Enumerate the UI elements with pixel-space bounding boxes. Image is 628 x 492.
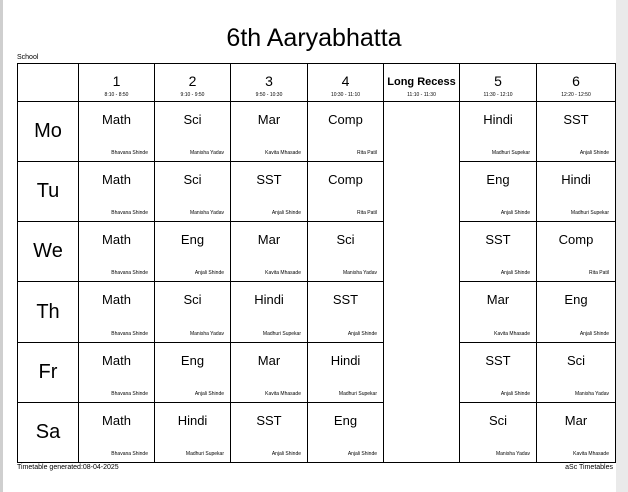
lesson-cell[interactable] [155, 282, 231, 342]
lesson-cell[interactable] [537, 342, 616, 402]
teacher-name: Manisha Yadav [574, 390, 609, 397]
teacher-name: Madhuri Supekar [491, 150, 530, 157]
subject-label: Math [102, 352, 131, 368]
subject-label: Sci [183, 112, 202, 127]
teacher-name: Anjali Shinde [194, 390, 224, 397]
left-window-edge [0, 0, 3, 492]
subject-label: Sci [183, 172, 202, 188]
teacher-name: Anjali Shinde [579, 150, 609, 157]
period-header [79, 64, 155, 102]
timetable-grid [17, 63, 616, 463]
day-row [18, 102, 616, 162]
subject-label: SST [485, 352, 511, 368]
lesson-cell[interactable] [308, 402, 384, 462]
subject-label: Sci [183, 292, 202, 308]
page-title: 6th Aaryabhatta [226, 24, 402, 52]
teacher-name: Madhuri Supekar [338, 390, 377, 397]
subject-label: SST [332, 292, 359, 308]
teacher-name: Rita Patil [356, 210, 377, 217]
subject-label: Hindi [330, 352, 361, 368]
day-label: Mo [18, 102, 79, 162]
lesson-cell[interactable] [460, 162, 537, 222]
lesson-cell[interactable] [460, 222, 537, 282]
lesson-cell[interactable] [231, 342, 308, 402]
lesson-cell[interactable] [460, 402, 537, 462]
period-number: 6 [572, 73, 580, 89]
period-number: 1 [112, 73, 121, 89]
subject-label: Comp [328, 172, 363, 188]
lesson-cell[interactable] [231, 282, 308, 342]
lesson-cell[interactable] [308, 162, 384, 222]
subject-label: Math [102, 172, 131, 188]
subject-label: Eng [333, 412, 358, 428]
period-header [537, 64, 616, 102]
subject-label: Eng [180, 232, 205, 248]
teacher-name: Anjali Shinde [271, 451, 301, 457]
lesson-cell[interactable] [79, 342, 155, 402]
teacher-name: Bhavana Shinde [111, 270, 148, 277]
subject-label: Mar [564, 412, 588, 428]
teacher-name: Bhavana Shinde [111, 451, 148, 457]
period-header [155, 64, 231, 102]
lesson-cell[interactable] [308, 222, 384, 282]
lesson-cell[interactable] [308, 282, 384, 342]
day-row [18, 222, 616, 282]
teacher-name: Rita Patil [356, 150, 377, 157]
lesson-cell[interactable] [155, 342, 231, 402]
teacher-name: Madhuri Supekar [570, 210, 609, 217]
subject-label: SST [563, 112, 589, 127]
teacher-name: Kavita Mhasade [265, 390, 301, 397]
subject-label: Hindi [483, 112, 513, 127]
day-label: We [18, 222, 79, 282]
period-header-row [18, 64, 616, 102]
recess-header [384, 64, 460, 102]
subject-label: Hindi [561, 172, 591, 188]
lesson-cell[interactable] [460, 102, 537, 162]
lesson-cell[interactable] [155, 402, 231, 462]
lesson-cell[interactable] [155, 162, 231, 222]
day-row [18, 402, 616, 462]
teacher-name: Bhavana Shinde [111, 150, 148, 157]
period-time: 9:50 - 10:30 [255, 92, 283, 98]
lesson-cell[interactable] [79, 402, 155, 462]
teacher-name: Anjali Shinde [194, 270, 224, 277]
teacher-name: Manisha Yadav [189, 210, 224, 217]
recess-label: Long Recess [387, 76, 456, 88]
subject-label: Eng [180, 352, 205, 368]
period-number: 2 [188, 73, 197, 89]
lesson-cell[interactable] [308, 102, 384, 162]
lesson-cell[interactable] [155, 222, 231, 282]
subject-label: Eng [564, 292, 588, 308]
lesson-cell[interactable] [155, 102, 231, 162]
teacher-name: Anjali Shinde [500, 270, 530, 277]
period-number: 5 [494, 73, 502, 89]
day-label: Th [18, 282, 79, 342]
teacher-name: Kavita Mhasade [265, 150, 301, 157]
lesson-cell[interactable] [231, 162, 308, 222]
subject-label: Math [102, 292, 131, 308]
teacher-name: Madhuri Supekar [262, 330, 301, 337]
subject-label: Mar [257, 232, 281, 248]
subject-label: SST [256, 412, 282, 428]
lesson-cell[interactable] [231, 102, 308, 162]
day-label: Tu [18, 162, 79, 222]
recess-column [384, 102, 460, 463]
lesson-cell[interactable] [231, 402, 308, 462]
lesson-cell[interactable] [460, 282, 537, 342]
subject-label: Mar [257, 112, 281, 127]
day-row [18, 162, 616, 222]
day-label: Fr [18, 342, 79, 402]
teacher-name: Kavita Mhasade [573, 451, 609, 457]
lesson-cell[interactable] [537, 102, 616, 162]
subject-label: Sci [336, 232, 355, 248]
lesson-cell[interactable] [79, 282, 155, 342]
period-time: 9:10 - 9:50 [180, 92, 205, 98]
school-label: School [17, 54, 39, 61]
subject-label: Sci [488, 412, 508, 428]
lesson-cell[interactable] [537, 222, 616, 282]
day-row [18, 282, 616, 342]
lesson-cell[interactable] [537, 402, 616, 462]
day-row [18, 342, 616, 402]
teacher-name: Anjali Shinde [500, 210, 530, 217]
period-header [460, 64, 537, 102]
generated-date: Timetable generated:08-04-2025 [17, 464, 119, 471]
lesson-cell[interactable] [537, 162, 616, 222]
corner-cell [18, 64, 79, 102]
teacher-name: Kavita Mhasade [265, 270, 301, 277]
period-time: 12:20 - 12:50 [561, 92, 591, 98]
period-number: 3 [265, 73, 273, 89]
teacher-name: Rita Patil [588, 270, 609, 277]
brand-label: aSc Timetables [565, 464, 613, 471]
teacher-name: Kavita Mhasade [494, 330, 530, 337]
subject-label: Mar [486, 292, 510, 308]
period-time: 8:10 - 8:50 [104, 92, 129, 98]
lesson-cell[interactable] [79, 102, 155, 162]
subject-label: Comp [328, 112, 363, 127]
subject-label: SST [485, 232, 511, 248]
subject-label: Math [102, 112, 131, 127]
subject-label: Eng [486, 172, 510, 188]
period-time: 10:30 - 11:10 [330, 92, 361, 98]
period-time: 11:10 - 11:30 [407, 92, 436, 98]
lesson-cell[interactable] [460, 342, 537, 402]
lesson-cell[interactable] [308, 342, 384, 402]
lesson-cell[interactable] [231, 222, 308, 282]
subject-label: Mar [257, 352, 281, 368]
teacher-name: Anjali Shinde [271, 210, 301, 217]
teacher-name: Manisha Yadav [189, 150, 224, 157]
subject-label: Math [102, 412, 131, 428]
subject-label: Hindi [177, 412, 208, 428]
period-header [308, 64, 384, 102]
teacher-name: Manisha Yadav [495, 451, 530, 457]
subject-label: Comp [558, 232, 594, 248]
teacher-name: Bhavana Shinde [111, 390, 148, 397]
subject-label: SST [256, 172, 282, 188]
teacher-name: Anjali Shinde [347, 451, 377, 457]
right-window-edge [616, 0, 628, 492]
teacher-name: Manisha Yadav [342, 270, 377, 277]
period-time: 11:30 - 12:10 [483, 92, 513, 98]
teacher-name: Anjali Shinde [500, 390, 530, 397]
lesson-cell[interactable] [79, 162, 155, 222]
day-label: Sa [18, 402, 79, 462]
teacher-name: Anjali Shinde [347, 330, 377, 337]
teacher-name: Bhavana Shinde [111, 210, 148, 217]
period-number: 4 [341, 73, 350, 89]
subject-label: Math [102, 232, 131, 248]
lesson-cell[interactable] [79, 222, 155, 282]
lesson-cell[interactable] [537, 282, 616, 342]
period-header [231, 64, 308, 102]
teacher-name: Madhuri Supekar [185, 451, 224, 457]
teacher-name: Manisha Yadav [189, 330, 224, 337]
subject-label: Hindi [254, 292, 284, 308]
teacher-name: Bhavana Shinde [111, 330, 148, 337]
teacher-name: Anjali Shinde [579, 330, 609, 337]
subject-label: Sci [566, 352, 586, 368]
